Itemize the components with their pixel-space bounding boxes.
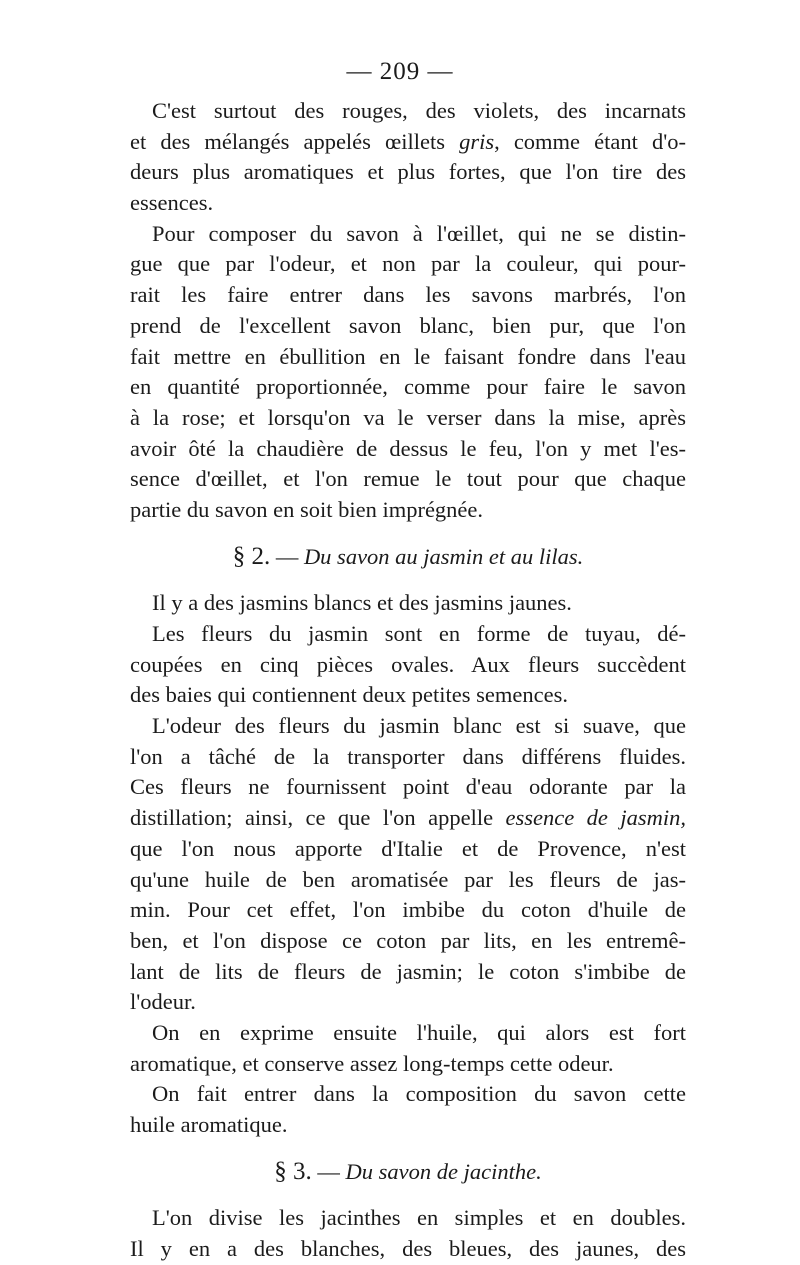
text-line: et des mélangés appelés œillets gris, comme étant d'o- [130, 128, 686, 154]
text-line: min. Pour cet effet, l'on imbibe du coton d'huile de [130, 897, 686, 923]
body-text [130, 96, 686, 1265]
text-line: Pour composer du savon à l'œillet, qui ne se distin- [152, 220, 686, 246]
text-line: essences. [130, 190, 214, 216]
section-heading-jasmine [130, 542, 686, 573]
text-line: Ces fleurs ne fournissent point d'eau odorante par la [130, 774, 686, 800]
text-line: L'on divise les jacinthes en simples et en doubles. [152, 1205, 686, 1231]
paragraph-carnation-soap [130, 219, 686, 526]
section-symbol: § 2. [232, 542, 271, 570]
section-heading-hyacinth [130, 1157, 686, 1188]
text-line: coupées en cinq pièces ovales. Aux fleurs succèdent [130, 651, 686, 677]
text-line: l'on a tâché de la transporter dans différens fluides. [130, 743, 686, 769]
text-line: lant de lits de fleurs de jasmin; le coton s'imbibe de [130, 958, 686, 984]
section-title: Du savon au jasmin et au lilas. [303, 543, 584, 569]
page-number: — 209 — [346, 58, 454, 85]
text-line: partie du savon en soit bien imprégnée. [130, 496, 484, 522]
text-line: gue que par l'odeur, et non par la couleur, qui pour- [130, 251, 686, 277]
text-line: que l'on nous apporte d'Italie et de Provence, n'est [130, 835, 686, 861]
text-line: l'odeur. [130, 989, 196, 1015]
text-line: avoir ôté la chaudière de dessus le feu, l'on y met l'es- [130, 435, 686, 461]
paragraph-soap-composition [130, 1079, 686, 1140]
paragraph-jasmine-odor [130, 711, 686, 1018]
heading-dash: — [317, 1158, 340, 1184]
text-line: On en exprime ensuite l'huile, qui alors est fort [152, 1019, 686, 1045]
text-line: sence d'œillet, et l'on remue le tout pour que chaque [130, 466, 686, 492]
section-symbol: § 3. [274, 1157, 312, 1185]
paragraph-hyacinth-types [130, 1203, 686, 1264]
paragraph-carnation-colors [130, 96, 686, 219]
paragraph-oil-extraction [130, 1018, 686, 1079]
text-line: On fait entrer dans la composition du savon cette [152, 1081, 686, 1107]
paragraph-jasmine-types: Il y a des jasmins blancs et des jasmins jaunes. [152, 590, 572, 616]
text-line: L'odeur des fleurs du jasmin blanc est si suave, que [152, 713, 686, 739]
text-line: rait les faire entrer dans les savons marbrés, l'on [130, 282, 686, 308]
text-line: des baies qui contiennent deux petites semences. [130, 682, 568, 708]
italic-term: essence de jasmin, [505, 805, 686, 831]
text-line: à la rose; et lorsqu'on va le verser dans la mise, après [130, 404, 686, 430]
heading-dash: — [275, 543, 299, 569]
text-line: fait mettre en ébullition en le faisant fondre dans l'eau [130, 343, 686, 369]
italic-term: gris [459, 128, 495, 154]
text-line: Les fleurs du jasmin sont en forme de tuyau, dé- [152, 621, 686, 646]
text-line: en quantité proportionnée, comme pour faire le savon [130, 374, 686, 400]
text-line: aromatique, et conserve assez long-temps cette odeur. [130, 1050, 614, 1076]
text-line: huile aromatique. [130, 1112, 288, 1137]
text-line: distillation; ainsi, ce que l'on appelle essence de jasmin, [130, 805, 686, 831]
text-line: prend de l'excellent savon blanc, bien pur, que l'on [130, 312, 686, 338]
text-line: C'est surtout des rouges, des violets, des incarnats [152, 98, 686, 123]
text-line: deurs plus aromatiques et plus fortes, que l'on tire des [130, 159, 686, 185]
section-title: Du savon de jacinthe. [345, 1158, 542, 1184]
paragraph-jasmine-flowers [130, 619, 686, 711]
text-line: ben, et l'on dispose ce coton par lits, en les entremê- [130, 927, 686, 953]
text-line: qu'une huile de ben aromatisée par les fleurs de jas- [130, 866, 686, 892]
text-line: Il y en a des blanches, des bleues, des jaunes, des [130, 1236, 686, 1262]
